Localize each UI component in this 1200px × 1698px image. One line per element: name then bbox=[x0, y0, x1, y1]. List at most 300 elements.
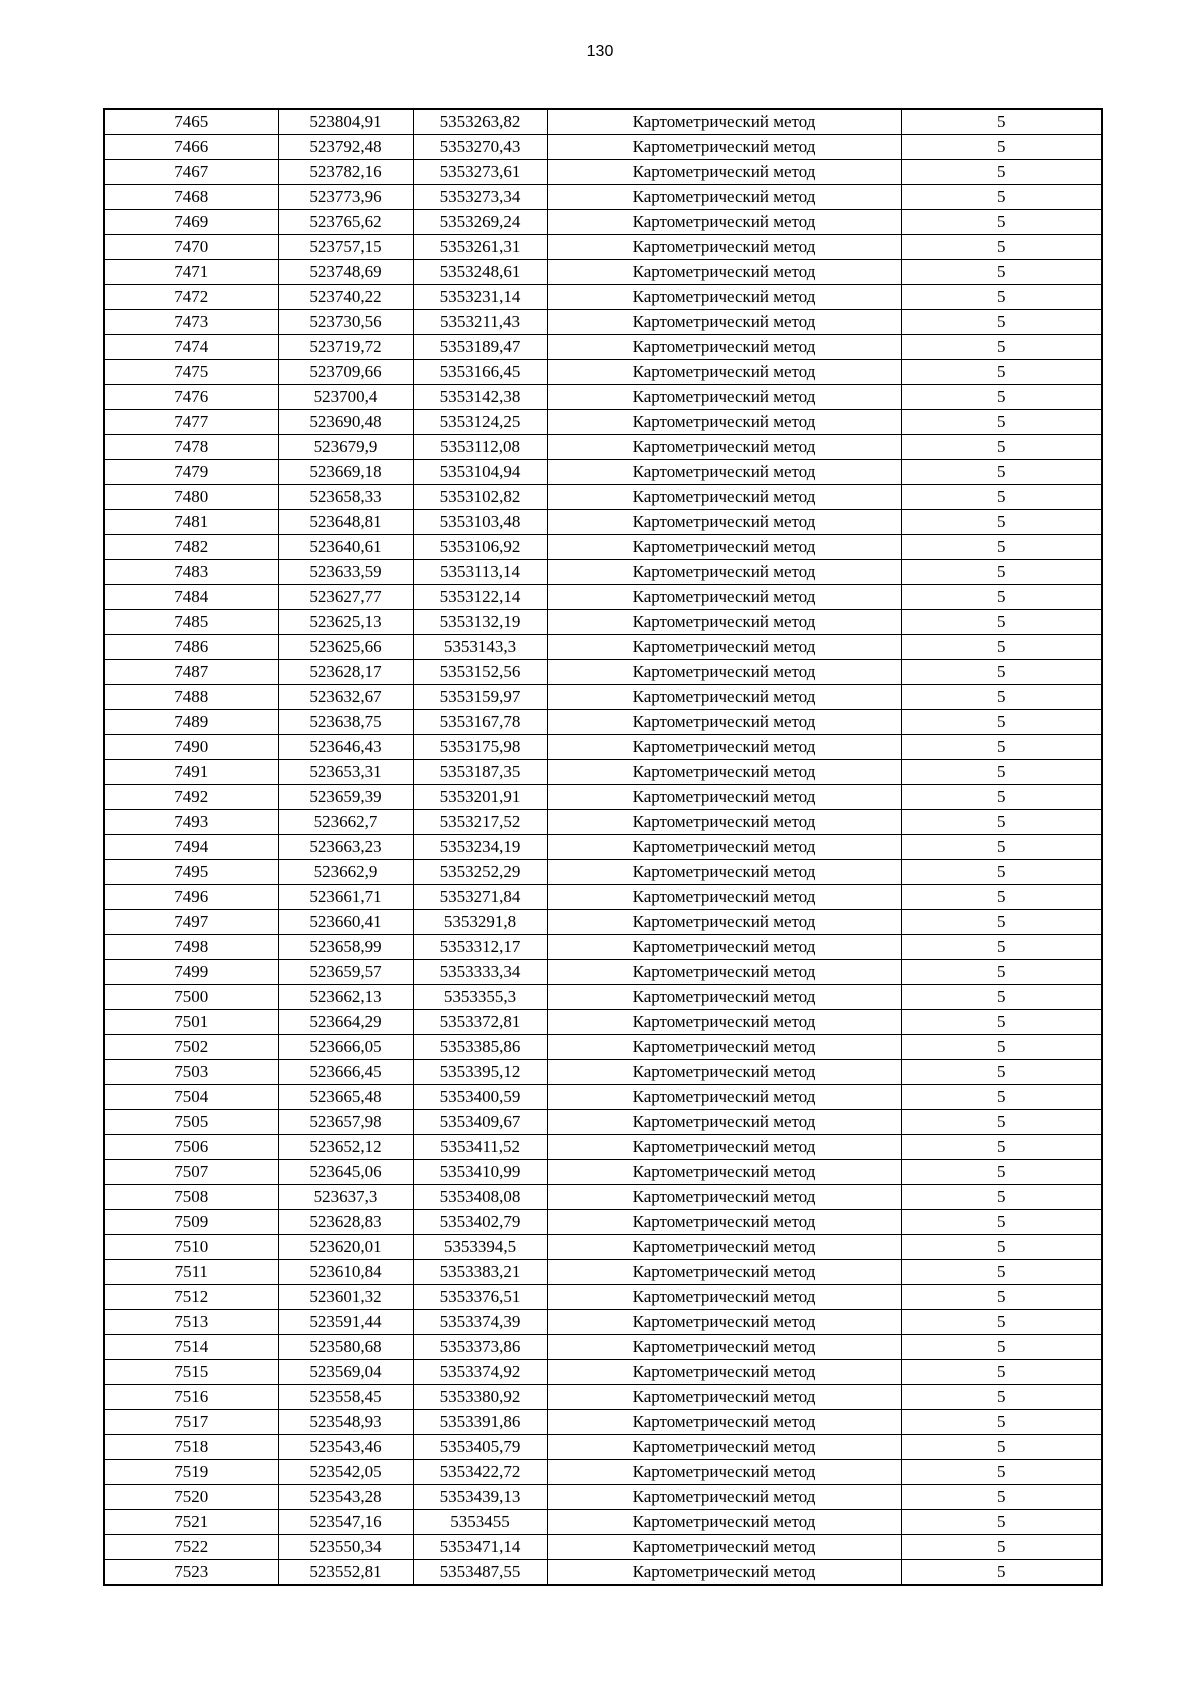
x-coordinate-cell: 523669,18 bbox=[278, 460, 413, 485]
y-coordinate-cell: 5353143,3 bbox=[413, 635, 547, 660]
accuracy-cell: 5 bbox=[901, 735, 1102, 760]
x-coordinate-cell: 523765,62 bbox=[278, 210, 413, 235]
table-row bbox=[104, 1485, 1102, 1510]
x-coordinate-cell: 523662,13 bbox=[278, 985, 413, 1010]
point-number-cell: 7500 bbox=[104, 985, 278, 1010]
method-cell: Картометрический метод bbox=[547, 410, 901, 435]
accuracy-cell: 5 bbox=[901, 335, 1102, 360]
accuracy-cell: 5 bbox=[901, 810, 1102, 835]
table-row bbox=[104, 935, 1102, 960]
method-cell: Картометрический метод bbox=[547, 585, 901, 610]
table-row bbox=[104, 410, 1102, 435]
y-coordinate-cell: 5353408,08 bbox=[413, 1185, 547, 1210]
method-cell: Картометрический метод bbox=[547, 1510, 901, 1535]
point-number-cell: 7498 bbox=[104, 935, 278, 960]
point-number-cell: 7512 bbox=[104, 1285, 278, 1310]
y-coordinate-cell: 5353374,39 bbox=[413, 1310, 547, 1335]
point-number-cell: 7468 bbox=[104, 185, 278, 210]
point-number-cell: 7505 bbox=[104, 1110, 278, 1135]
method-cell: Картометрический метод bbox=[547, 1360, 901, 1385]
x-coordinate-cell: 523648,81 bbox=[278, 510, 413, 535]
table-row bbox=[104, 135, 1102, 160]
point-number-cell: 7523 bbox=[104, 1560, 278, 1586]
accuracy-cell: 5 bbox=[901, 435, 1102, 460]
y-coordinate-cell: 5353383,21 bbox=[413, 1260, 547, 1285]
table-row bbox=[104, 460, 1102, 485]
accuracy-cell: 5 bbox=[901, 410, 1102, 435]
method-cell: Картометрический метод bbox=[547, 1235, 901, 1260]
point-number-cell: 7513 bbox=[104, 1310, 278, 1335]
accuracy-cell: 5 bbox=[901, 1285, 1102, 1310]
accuracy-cell: 5 bbox=[901, 1110, 1102, 1135]
table-row bbox=[104, 1460, 1102, 1485]
point-number-cell: 7474 bbox=[104, 335, 278, 360]
accuracy-cell: 5 bbox=[901, 1060, 1102, 1085]
x-coordinate-cell: 523792,48 bbox=[278, 135, 413, 160]
y-coordinate-cell: 5353124,25 bbox=[413, 410, 547, 435]
point-number-cell: 7465 bbox=[104, 109, 278, 135]
y-coordinate-cell: 5353104,94 bbox=[413, 460, 547, 485]
table-row bbox=[104, 710, 1102, 735]
point-number-cell: 7503 bbox=[104, 1060, 278, 1085]
point-number-cell: 7477 bbox=[104, 410, 278, 435]
x-coordinate-cell: 523657,98 bbox=[278, 1110, 413, 1135]
table-row bbox=[104, 860, 1102, 885]
method-cell: Картометрический метод bbox=[547, 785, 901, 810]
y-coordinate-cell: 5353411,52 bbox=[413, 1135, 547, 1160]
point-number-cell: 7508 bbox=[104, 1185, 278, 1210]
y-coordinate-cell: 5353391,86 bbox=[413, 1410, 547, 1435]
method-cell: Картометрический метод bbox=[547, 1035, 901, 1060]
table-row bbox=[104, 210, 1102, 235]
accuracy-cell: 5 bbox=[901, 185, 1102, 210]
accuracy-cell: 5 bbox=[901, 985, 1102, 1010]
accuracy-cell: 5 bbox=[901, 1535, 1102, 1560]
x-coordinate-cell: 523719,72 bbox=[278, 335, 413, 360]
y-coordinate-cell: 5353271,84 bbox=[413, 885, 547, 910]
accuracy-cell: 5 bbox=[901, 485, 1102, 510]
y-coordinate-cell: 5353234,19 bbox=[413, 835, 547, 860]
accuracy-cell: 5 bbox=[901, 635, 1102, 660]
x-coordinate-cell: 523700,4 bbox=[278, 385, 413, 410]
x-coordinate-cell: 523804,91 bbox=[278, 109, 413, 135]
y-coordinate-cell: 5353189,47 bbox=[413, 335, 547, 360]
x-coordinate-cell: 523632,67 bbox=[278, 685, 413, 710]
x-coordinate-cell: 523773,96 bbox=[278, 185, 413, 210]
x-coordinate-cell: 523666,45 bbox=[278, 1060, 413, 1085]
table-row bbox=[104, 1085, 1102, 1110]
accuracy-cell: 5 bbox=[901, 1560, 1102, 1586]
accuracy-cell: 5 bbox=[901, 310, 1102, 335]
point-number-cell: 7507 bbox=[104, 1160, 278, 1185]
method-cell: Картометрический метод bbox=[547, 985, 901, 1010]
method-cell: Картометрический метод bbox=[547, 810, 901, 835]
method-cell: Картометрический метод bbox=[547, 535, 901, 560]
method-cell: Картометрический метод bbox=[547, 335, 901, 360]
y-coordinate-cell: 5353291,8 bbox=[413, 910, 547, 935]
accuracy-cell: 5 bbox=[901, 109, 1102, 135]
accuracy-cell: 5 bbox=[901, 1035, 1102, 1060]
accuracy-cell: 5 bbox=[901, 1085, 1102, 1110]
accuracy-cell: 5 bbox=[901, 1260, 1102, 1285]
y-coordinate-cell: 5353333,34 bbox=[413, 960, 547, 985]
accuracy-cell: 5 bbox=[901, 1185, 1102, 1210]
point-number-cell: 7478 bbox=[104, 435, 278, 460]
accuracy-cell: 5 bbox=[901, 510, 1102, 535]
x-coordinate-cell: 523665,48 bbox=[278, 1085, 413, 1110]
y-coordinate-cell: 5353201,91 bbox=[413, 785, 547, 810]
x-coordinate-cell: 523679,9 bbox=[278, 435, 413, 460]
method-cell: Картометрический метод bbox=[547, 185, 901, 210]
table-row bbox=[104, 535, 1102, 560]
y-coordinate-cell: 5353471,14 bbox=[413, 1535, 547, 1560]
accuracy-cell: 5 bbox=[901, 785, 1102, 810]
point-number-cell: 7504 bbox=[104, 1085, 278, 1110]
table-row bbox=[104, 310, 1102, 335]
y-coordinate-cell: 5353152,56 bbox=[413, 660, 547, 685]
accuracy-cell: 5 bbox=[901, 260, 1102, 285]
method-cell: Картометрический метод bbox=[547, 235, 901, 260]
point-number-cell: 7469 bbox=[104, 210, 278, 235]
table-row bbox=[104, 1510, 1102, 1535]
accuracy-cell: 5 bbox=[901, 135, 1102, 160]
accuracy-cell: 5 bbox=[901, 1435, 1102, 1460]
point-number-cell: 7501 bbox=[104, 1010, 278, 1035]
x-coordinate-cell: 523558,45 bbox=[278, 1385, 413, 1410]
y-coordinate-cell: 5353167,78 bbox=[413, 710, 547, 735]
table-row bbox=[104, 1185, 1102, 1210]
table-row bbox=[104, 1560, 1102, 1586]
point-number-cell: 7516 bbox=[104, 1385, 278, 1410]
method-cell: Картометрический метод bbox=[547, 1435, 901, 1460]
table-row bbox=[104, 1210, 1102, 1235]
table-row bbox=[104, 1035, 1102, 1060]
accuracy-cell: 5 bbox=[901, 960, 1102, 985]
y-coordinate-cell: 5353132,19 bbox=[413, 610, 547, 635]
point-number-cell: 7492 bbox=[104, 785, 278, 810]
method-cell: Картометрический метод bbox=[547, 1560, 901, 1586]
table-row bbox=[104, 735, 1102, 760]
y-coordinate-cell: 5353273,61 bbox=[413, 160, 547, 185]
point-number-cell: 7510 bbox=[104, 1235, 278, 1260]
x-coordinate-cell: 523638,75 bbox=[278, 710, 413, 735]
table-row bbox=[104, 1310, 1102, 1335]
table-row bbox=[104, 760, 1102, 785]
y-coordinate-cell: 5353380,92 bbox=[413, 1385, 547, 1410]
y-coordinate-cell: 5353487,55 bbox=[413, 1560, 547, 1586]
method-cell: Картометрический метод bbox=[547, 385, 901, 410]
accuracy-cell: 5 bbox=[901, 535, 1102, 560]
point-number-cell: 7519 bbox=[104, 1460, 278, 1485]
point-number-cell: 7485 bbox=[104, 610, 278, 635]
point-number-cell: 7472 bbox=[104, 285, 278, 310]
method-cell: Картометрический метод bbox=[547, 835, 901, 860]
method-cell: Картометрический метод bbox=[547, 1335, 901, 1360]
point-number-cell: 7471 bbox=[104, 260, 278, 285]
table-row bbox=[104, 810, 1102, 835]
x-coordinate-cell: 523543,46 bbox=[278, 1435, 413, 1460]
table-row bbox=[104, 685, 1102, 710]
x-coordinate-cell: 523709,66 bbox=[278, 360, 413, 385]
x-coordinate-cell: 523550,34 bbox=[278, 1535, 413, 1560]
accuracy-cell: 5 bbox=[901, 1210, 1102, 1235]
y-coordinate-cell: 5353113,14 bbox=[413, 560, 547, 585]
table-row bbox=[104, 785, 1102, 810]
y-coordinate-cell: 5353269,24 bbox=[413, 210, 547, 235]
x-coordinate-cell: 523740,22 bbox=[278, 285, 413, 310]
y-coordinate-cell: 5353374,92 bbox=[413, 1360, 547, 1385]
point-number-cell: 7502 bbox=[104, 1035, 278, 1060]
table-row bbox=[104, 910, 1102, 935]
method-cell: Картометрический метод bbox=[547, 960, 901, 985]
method-cell: Картометрический метод bbox=[547, 560, 901, 585]
point-number-cell: 7514 bbox=[104, 1335, 278, 1360]
table-row bbox=[104, 1335, 1102, 1360]
x-coordinate-cell: 523625,13 bbox=[278, 610, 413, 635]
accuracy-cell: 5 bbox=[901, 160, 1102, 185]
point-number-cell: 7487 bbox=[104, 660, 278, 685]
y-coordinate-cell: 5353231,14 bbox=[413, 285, 547, 310]
y-coordinate-cell: 5353261,31 bbox=[413, 235, 547, 260]
point-number-cell: 7482 bbox=[104, 535, 278, 560]
point-number-cell: 7483 bbox=[104, 560, 278, 585]
accuracy-cell: 5 bbox=[901, 935, 1102, 960]
point-number-cell: 7506 bbox=[104, 1135, 278, 1160]
x-coordinate-cell: 523548,93 bbox=[278, 1410, 413, 1435]
x-coordinate-cell: 523658,33 bbox=[278, 485, 413, 510]
point-number-cell: 7497 bbox=[104, 910, 278, 935]
y-coordinate-cell: 5353394,5 bbox=[413, 1235, 547, 1260]
accuracy-cell: 5 bbox=[901, 1160, 1102, 1185]
y-coordinate-cell: 5353187,35 bbox=[413, 760, 547, 785]
y-coordinate-cell: 5353400,59 bbox=[413, 1085, 547, 1110]
method-cell: Картометрический метод bbox=[547, 735, 901, 760]
method-cell: Картометрический метод bbox=[547, 109, 901, 135]
y-coordinate-cell: 5353122,14 bbox=[413, 585, 547, 610]
table-row bbox=[104, 1235, 1102, 1260]
x-coordinate-cell: 523730,56 bbox=[278, 310, 413, 335]
y-coordinate-cell: 5353263,82 bbox=[413, 109, 547, 135]
accuracy-cell: 5 bbox=[901, 685, 1102, 710]
method-cell: Картометрический метод bbox=[547, 1110, 901, 1135]
method-cell: Картометрический метод bbox=[547, 1385, 901, 1410]
table-row bbox=[104, 109, 1102, 135]
accuracy-cell: 5 bbox=[901, 360, 1102, 385]
table-row bbox=[104, 435, 1102, 460]
point-number-cell: 7467 bbox=[104, 160, 278, 185]
x-coordinate-cell: 523625,66 bbox=[278, 635, 413, 660]
point-number-cell: 7475 bbox=[104, 360, 278, 385]
y-coordinate-cell: 5353409,67 bbox=[413, 1110, 547, 1135]
point-number-cell: 7521 bbox=[104, 1510, 278, 1535]
point-number-cell: 7490 bbox=[104, 735, 278, 760]
table-row bbox=[104, 1135, 1102, 1160]
accuracy-cell: 5 bbox=[901, 235, 1102, 260]
accuracy-cell: 5 bbox=[901, 210, 1102, 235]
method-cell: Картометрический метод bbox=[547, 660, 901, 685]
method-cell: Картометрический метод bbox=[547, 635, 901, 660]
y-coordinate-cell: 5353142,38 bbox=[413, 385, 547, 410]
table-row bbox=[104, 1010, 1102, 1035]
x-coordinate-cell: 523628,17 bbox=[278, 660, 413, 685]
y-coordinate-cell: 5353112,08 bbox=[413, 435, 547, 460]
table-row bbox=[104, 1060, 1102, 1085]
y-coordinate-cell: 5353376,51 bbox=[413, 1285, 547, 1310]
table-row bbox=[104, 660, 1102, 685]
point-number-cell: 7496 bbox=[104, 885, 278, 910]
accuracy-cell: 5 bbox=[901, 710, 1102, 735]
point-number-cell: 7511 bbox=[104, 1260, 278, 1285]
x-coordinate-cell: 523653,31 bbox=[278, 760, 413, 785]
point-number-cell: 7486 bbox=[104, 635, 278, 660]
method-cell: Картометрический метод bbox=[547, 510, 901, 535]
point-number-cell: 7466 bbox=[104, 135, 278, 160]
y-coordinate-cell: 5353217,52 bbox=[413, 810, 547, 835]
x-coordinate-cell: 523552,81 bbox=[278, 1560, 413, 1586]
accuracy-cell: 5 bbox=[901, 560, 1102, 585]
accuracy-cell: 5 bbox=[901, 610, 1102, 635]
x-coordinate-cell: 523757,15 bbox=[278, 235, 413, 260]
table-row bbox=[104, 560, 1102, 585]
method-cell: Картометрический метод bbox=[547, 210, 901, 235]
table-row bbox=[104, 285, 1102, 310]
x-coordinate-cell: 523659,39 bbox=[278, 785, 413, 810]
method-cell: Картометрический метод bbox=[547, 1060, 901, 1085]
method-cell: Картометрический метод bbox=[547, 1310, 901, 1335]
point-number-cell: 7488 bbox=[104, 685, 278, 710]
y-coordinate-cell: 5353395,12 bbox=[413, 1060, 547, 1085]
table-row bbox=[104, 510, 1102, 535]
table-row bbox=[104, 1160, 1102, 1185]
coordinates-table bbox=[103, 108, 1103, 1586]
point-number-cell: 7494 bbox=[104, 835, 278, 860]
method-cell: Картометрический метод bbox=[547, 1285, 901, 1310]
accuracy-cell: 5 bbox=[901, 910, 1102, 935]
x-coordinate-cell: 523601,32 bbox=[278, 1285, 413, 1310]
accuracy-cell: 5 bbox=[901, 460, 1102, 485]
x-coordinate-cell: 523645,06 bbox=[278, 1160, 413, 1185]
method-cell: Картометрический метод bbox=[547, 935, 901, 960]
y-coordinate-cell: 5353312,17 bbox=[413, 935, 547, 960]
x-coordinate-cell: 523664,29 bbox=[278, 1010, 413, 1035]
x-coordinate-cell: 523666,05 bbox=[278, 1035, 413, 1060]
x-coordinate-cell: 523569,04 bbox=[278, 1360, 413, 1385]
x-coordinate-cell: 523627,77 bbox=[278, 585, 413, 610]
method-cell: Картометрический метод bbox=[547, 1135, 901, 1160]
table-row bbox=[104, 360, 1102, 385]
y-coordinate-cell: 5353402,79 bbox=[413, 1210, 547, 1235]
table-row bbox=[104, 1410, 1102, 1435]
table-row bbox=[104, 610, 1102, 635]
x-coordinate-cell: 523547,16 bbox=[278, 1510, 413, 1535]
table-row bbox=[104, 485, 1102, 510]
table-row bbox=[104, 960, 1102, 985]
y-coordinate-cell: 5353439,13 bbox=[413, 1485, 547, 1510]
y-coordinate-cell: 5353405,79 bbox=[413, 1435, 547, 1460]
accuracy-cell: 5 bbox=[901, 660, 1102, 685]
x-coordinate-cell: 523542,05 bbox=[278, 1460, 413, 1485]
y-coordinate-cell: 5353455 bbox=[413, 1510, 547, 1535]
x-coordinate-cell: 523620,01 bbox=[278, 1235, 413, 1260]
point-number-cell: 7480 bbox=[104, 485, 278, 510]
coordinates-table-body bbox=[104, 109, 1102, 1585]
x-coordinate-cell: 523640,61 bbox=[278, 535, 413, 560]
x-coordinate-cell: 523543,28 bbox=[278, 1485, 413, 1510]
method-cell: Картометрический метод bbox=[547, 310, 901, 335]
accuracy-cell: 5 bbox=[901, 285, 1102, 310]
method-cell: Картометрический метод bbox=[547, 1185, 901, 1210]
method-cell: Картометрический метод bbox=[547, 485, 901, 510]
table-row bbox=[104, 1535, 1102, 1560]
accuracy-cell: 5 bbox=[901, 1310, 1102, 1335]
table-row bbox=[104, 385, 1102, 410]
y-coordinate-cell: 5353248,61 bbox=[413, 260, 547, 285]
y-coordinate-cell: 5353385,86 bbox=[413, 1035, 547, 1060]
y-coordinate-cell: 5353422,72 bbox=[413, 1460, 547, 1485]
method-cell: Картометрический метод bbox=[547, 1085, 901, 1110]
y-coordinate-cell: 5353175,98 bbox=[413, 735, 547, 760]
y-coordinate-cell: 5353372,81 bbox=[413, 1010, 547, 1035]
y-coordinate-cell: 5353270,43 bbox=[413, 135, 547, 160]
table-row bbox=[104, 835, 1102, 860]
table-row bbox=[104, 1285, 1102, 1310]
table-row bbox=[104, 335, 1102, 360]
point-number-cell: 7484 bbox=[104, 585, 278, 610]
accuracy-cell: 5 bbox=[901, 760, 1102, 785]
point-number-cell: 7476 bbox=[104, 385, 278, 410]
accuracy-cell: 5 bbox=[901, 1135, 1102, 1160]
x-coordinate-cell: 523662,9 bbox=[278, 860, 413, 885]
accuracy-cell: 5 bbox=[901, 1235, 1102, 1260]
method-cell: Картометрический метод bbox=[547, 1485, 901, 1510]
point-number-cell: 7473 bbox=[104, 310, 278, 335]
point-number-cell: 7470 bbox=[104, 235, 278, 260]
table-row bbox=[104, 160, 1102, 185]
table-row bbox=[104, 1110, 1102, 1135]
method-cell: Картометрический метод bbox=[547, 360, 901, 385]
y-coordinate-cell: 5353106,92 bbox=[413, 535, 547, 560]
accuracy-cell: 5 bbox=[901, 385, 1102, 410]
method-cell: Картометрический метод bbox=[547, 435, 901, 460]
method-cell: Картометрический метод bbox=[547, 260, 901, 285]
method-cell: Картометрический метод bbox=[547, 760, 901, 785]
accuracy-cell: 5 bbox=[901, 1460, 1102, 1485]
point-number-cell: 7515 bbox=[104, 1360, 278, 1385]
point-number-cell: 7489 bbox=[104, 710, 278, 735]
y-coordinate-cell: 5353102,82 bbox=[413, 485, 547, 510]
point-number-cell: 7499 bbox=[104, 960, 278, 985]
table-row bbox=[104, 1260, 1102, 1285]
x-coordinate-cell: 523658,99 bbox=[278, 935, 413, 960]
accuracy-cell: 5 bbox=[901, 585, 1102, 610]
accuracy-cell: 5 bbox=[901, 1335, 1102, 1360]
y-coordinate-cell: 5353211,43 bbox=[413, 310, 547, 335]
x-coordinate-cell: 523628,83 bbox=[278, 1210, 413, 1235]
method-cell: Картометрический метод bbox=[547, 885, 901, 910]
method-cell: Картометрический метод bbox=[547, 1260, 901, 1285]
method-cell: Картометрический метод bbox=[547, 135, 901, 160]
point-number-cell: 7520 bbox=[104, 1485, 278, 1510]
y-coordinate-cell: 5353410,99 bbox=[413, 1160, 547, 1185]
method-cell: Картометрический метод bbox=[547, 1535, 901, 1560]
y-coordinate-cell: 5353252,29 bbox=[413, 860, 547, 885]
y-coordinate-cell: 5353103,48 bbox=[413, 510, 547, 535]
point-number-cell: 7509 bbox=[104, 1210, 278, 1235]
point-number-cell: 7481 bbox=[104, 510, 278, 535]
x-coordinate-cell: 523662,7 bbox=[278, 810, 413, 835]
y-coordinate-cell: 5353273,34 bbox=[413, 185, 547, 210]
point-number-cell: 7522 bbox=[104, 1535, 278, 1560]
